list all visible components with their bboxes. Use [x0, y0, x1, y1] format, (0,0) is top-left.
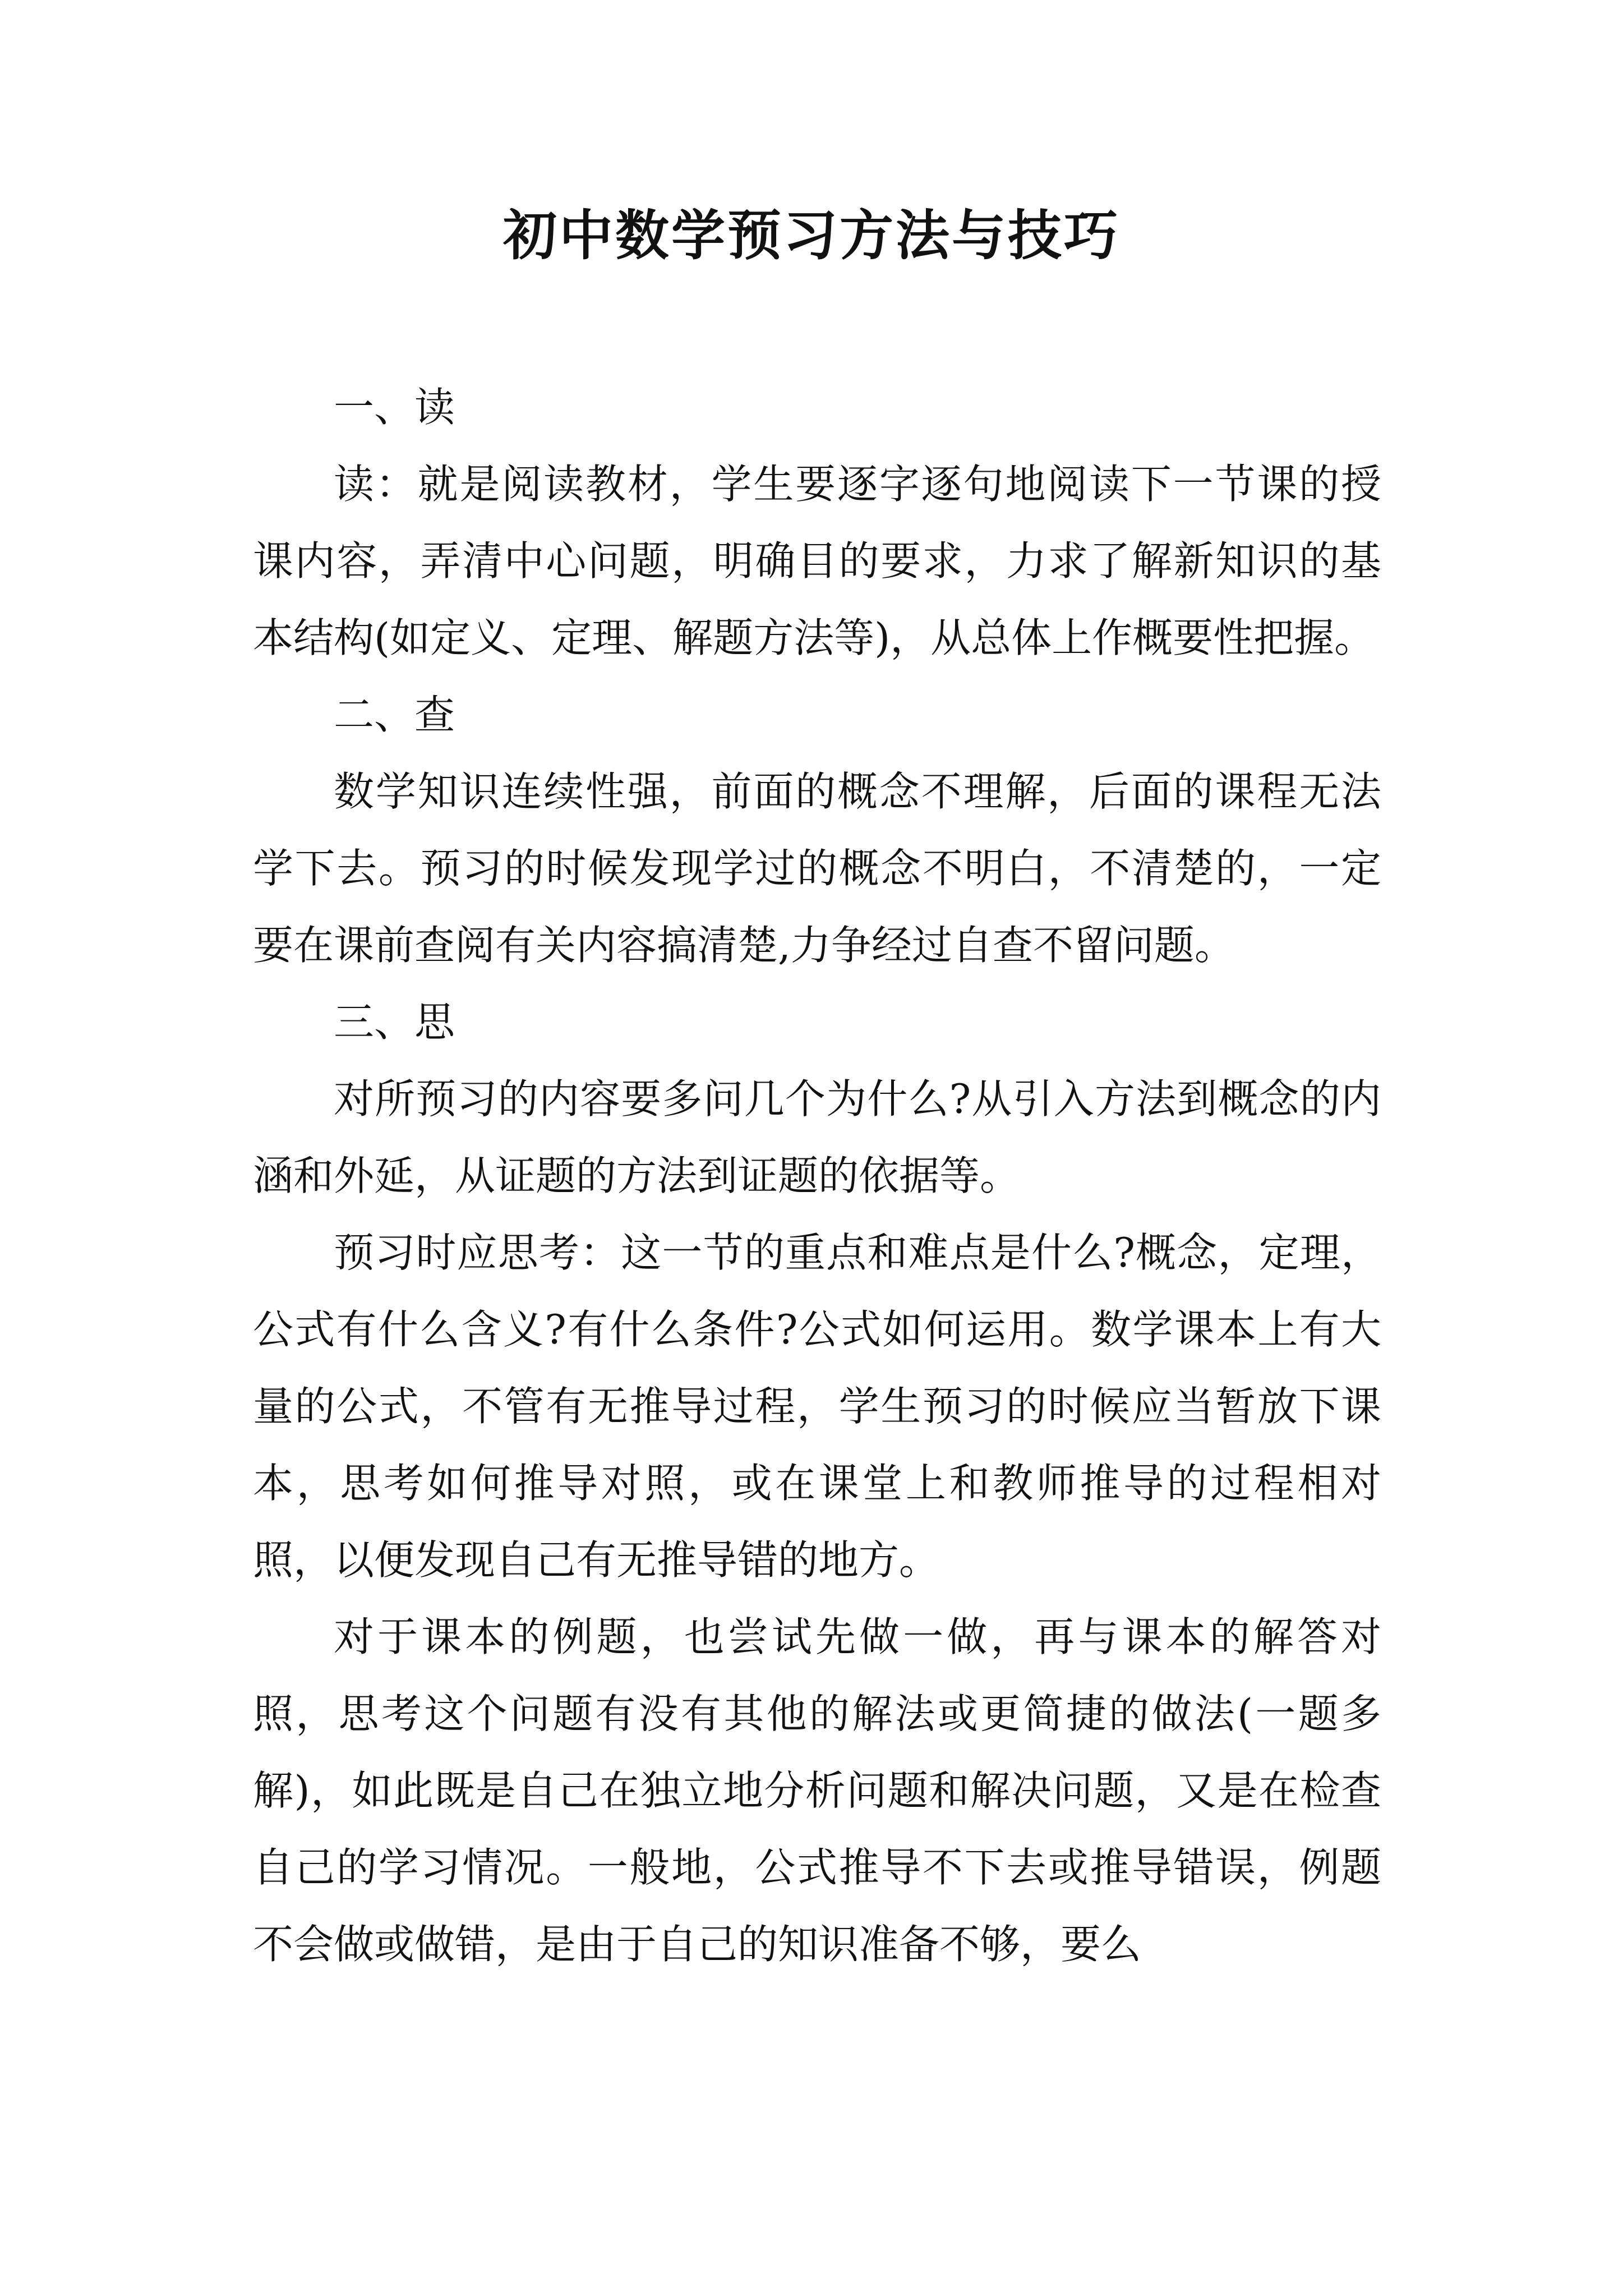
paragraph-read: 读：就是阅读教材，学生要逐字逐句地阅读下一节课的授课内容，弄清中心问题，明确目的要求，力求了解新知识的基本结构(如定义、定理、解题方法等)，从总体上作概要性把握。 [253, 461, 1381, 661]
paragraph-think-1: 对所预习的内容要多问几个为什么?从引入方法到概念的内涵和外延，从证题的方法到证题的依据等。 [253, 1075, 1381, 1199]
document-body [253, 369, 1381, 1983]
document-title: 初中数学预习方法与技巧 [503, 204, 1120, 267]
section-heading-think: 三、思 [334, 999, 455, 1046]
paragraph-check: 数学知识连续性强，前面的概念不理解，后面的课程无法学下去。预习的时候发现学过的概念不明白，不清楚的，一定要在课前查阅有关内容搞清楚,力争经过自查不留问题。 [253, 768, 1381, 969]
paragraph-think-3: 对于课本的例题，也尝试先做一做，再与课本的解答对照，思考这个问题有没有其他的解法或更简捷的做法(一题多解)，如此既是自己在独立地分析问题和解决问题，又是在检查自己的学习情况。一般地，公式推导不下去或推导错误，例题不会做或做错，是由于自己的知识准备不够，要么 [253, 1613, 1381, 1968]
section-heading-read: 一、读 [334, 384, 455, 431]
paragraph-think-2: 预习时应思考：这一节的重点和难点是什么?概念，定理，公式有什么含义?有什么条件?公式如何运用。数学课本上有大量的公式，不管有无推导过程，学生预习的时候应当暂放下课本，思考如何推导对照，或在课堂上和教师推导的过程相对照，以便发现自己有无推导错的地方。 [253, 1229, 1381, 1584]
section-heading-check: 二、查 [334, 691, 455, 738]
